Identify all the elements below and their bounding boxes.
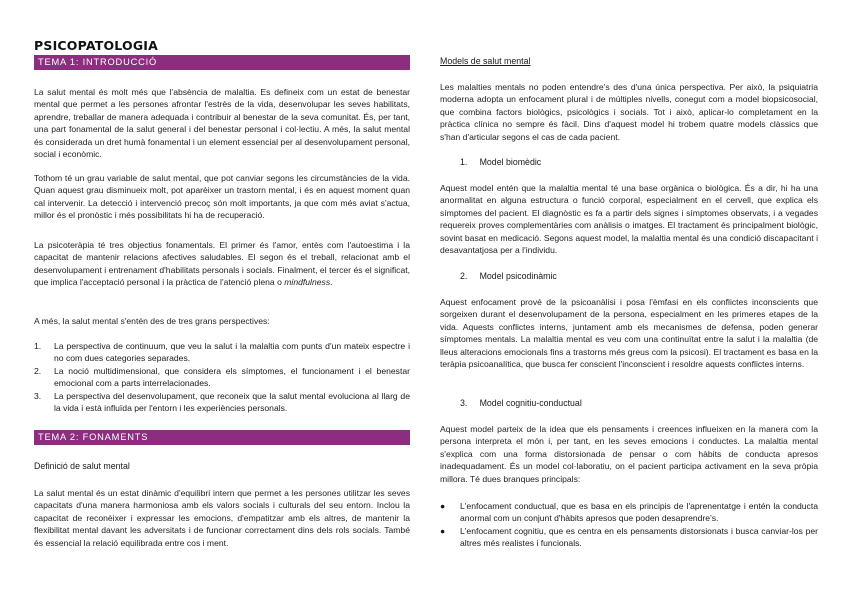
bullet-text: L'enfocament cognitiu, que es centra en els pensaments distorsionats i busca canviar-los per altres més realistes i funcionals. (460, 525, 818, 549)
mindfulness-term: mindfulness (284, 277, 331, 288)
tema2-heading: TEMA 2: FONAMENTS (38, 432, 149, 442)
left-paragraph-2: Tothom té un grau variable de salut mental, que pot canviar segons les circumstàncies de la vida. Quan aquest grau disminueix molt, pot aparèixer un trastorn mental, i és en aquest moment quan cal intervenir. La detecció i intervenció precoç són molt importants, ja que com més aviat s'actua, millor és el pronòstic i més possibilitats hi ha de recuperació. (34, 173, 410, 221)
model-1-number: 1. (460, 157, 468, 167)
model-2-title: Model psicodinàmic (479, 271, 557, 281)
model-3-heading (460, 397, 810, 409)
list-text: La perspectiva del desenvolupament, que reconeix que la salut mental evoluciona al llarg de la vida i està influïda per l'entorn i les experiències personals. (54, 390, 410, 414)
list-number: 3. (34, 390, 42, 401)
list-text: La perspectiva de continuum, que veu la salut i la malaltia com punts d'un mateix espectre i no com dues categories separades. (54, 341, 410, 364)
right-paragraph-1: Les malalties mentals no poden entendre's des d'una única perspectiva. Per això, la psiquiatria moderna adopta un enfocament plural i de múltiples nivells, conegut com a model biopsicosocial, que combina factors biològics, psicològics i socials. Tot i això, aplicar-lo completament en la pràctica clínica no sempre és fàcil. Dins d'aquest model hi trobem quatre models clàssics que s'han d'articular segons el cas de cada pacient. (440, 82, 818, 142)
model-1-title: Model biomèdic (479, 157, 542, 167)
models-heading (440, 55, 818, 67)
left-paragraph-3-text: La psicoteràpia té tres objectius fonamentals. El primer és l'amor, entès com l'autoestima i la capacitat de mantenir relacions afectives saludables. El segon és el treball, relacionat amb el desenvolupament i entrenament d'habilitats personals i socials. Finalment, el tercer és el significat, que implica l'acceptació personal i la pràctica de l'atenció plena o (34, 240, 410, 288)
model-1-heading (460, 156, 810, 168)
right-paragraph-2: Aquest model entén que la malaltia mental té una base orgànica o biològica. És a dir, hi ha una anormalitat en alguna estructura o funció corporal, especialment en el cervell, que explica els símptomes del pacient. El diagnòstic es fa a partir dels signes i símptomes observats, i a vegades requereix proves complementàries com anàlisis o imatges. El tractament és principalment biològic, sovint basat en medicació. Segons aquest model, la malaltia mental és una condició discapacitant i desavantatjosa per a l'individu. (440, 183, 818, 256)
right-paragraph-4: Aquest model parteix de la idea que els pensaments i creences influeixen en la manera com la persona interpreta el món i, per tant, en les seves emocions i conductes. La malaltia mental s'explica com una forma distorsionada de pensar o com hàbits de conducta apresos inadequadament. És un model col·laboratiu, on el pacient participa activament en la seva pròpia millora. Té dues branques principals: (440, 424, 818, 484)
bullet-icon: ● (440, 525, 446, 536)
model-3-title: Model cognitiu-conductual (479, 398, 582, 408)
left-paragraph-3 (34, 239, 410, 289)
model-2-number: 2. (460, 271, 468, 281)
tema1-heading-band (34, 55, 410, 70)
right-paragraph-3: Aquest enfocament prové de la psicoanàlisi i posa l'èmfasi en els conflictes inconscients que sorgeixen durant el desenvolupament de la persona, especialment en les primeres etapes de la vida. Aquests conflictes interns, juntament amb els mecanismes de defensa, poden generar símptomes mentals. La malaltia mental es veu com una continuïtat entre la salut i la malaltia (de lleus alteracions emocionals fins a trastorns més greus com la psicosi). El tractament es basa en la teràpia psicoanalítica, que busca fer conscient l'inconscient i resoldre aquests conflictes interns. (440, 297, 818, 370)
branches-list (440, 500, 818, 550)
list-item (440, 500, 818, 525)
list-text: La noció multidimensional, que considera els símptomes, el funcionament i el benestar emocional com a parts interrelacionades. (54, 365, 410, 389)
tema1-heading: TEMA 1: INTRODUCCIÓ (38, 57, 158, 67)
left-paragraph-1: La salut mental és molt més que l'absència de malaltia. Es defineix com un estat de benestar mental que permet a les persones afrontar l'estrès de la vida, desenvolupar les seves habilitats, aprendre, treballar de manera adequada i contribuir al benestar de la seva comunitat. És, per tant, una part fonamental de la salut general i del benestar personal i col·lectiu. A més, la salut mental és considerada un dret humà fonamental i un element essencial per al desenvolupament personal, social i econòmic. (34, 87, 410, 160)
list-item (440, 525, 818, 550)
perspectives-list (34, 340, 410, 414)
left-paragraph-3-end: . (330, 277, 333, 288)
list-item (34, 340, 410, 365)
list-item (34, 390, 410, 415)
bullet-icon: ● (440, 501, 446, 511)
list-number: 1. (34, 341, 42, 351)
bullet-text: L'enfocament conductual, que es basa en els principis de l'aprenentatge i entén la conducta anormal com un conjunt d'hàbits apresos que poden desaprendre's. (460, 501, 818, 524)
model-2-heading (460, 270, 810, 282)
list-number: 2. (34, 365, 42, 376)
document-title: PSICOPATOLOGIA (34, 38, 159, 53)
left-paragraph-4: A més, la salut mental s'entén des de tres grans perspectives: (34, 316, 270, 326)
definition-heading: Definició de salut mental (34, 461, 130, 471)
model-3-number: 3. (460, 398, 468, 408)
list-item (34, 365, 410, 390)
left-paragraph-5: La salut mental és un estat dinàmic d'equilibri intern que permet a les persones utilitzar les seves capacitats d'una manera harmoniosa amb els valors socials i culturals del seu entorn. Inclou la capacitat de reconèixer i expressar les emocions, d'empatitzar amb els altres, de mantenir la flexibilitat mental davant les adversitats i de funcionar correctament dins dels rols socials. També és essencial la relació equilibrada entre cos i ment. (34, 488, 410, 548)
tema2-heading-band (34, 430, 410, 445)
models-heading-text: Models de salut mental (440, 56, 531, 66)
